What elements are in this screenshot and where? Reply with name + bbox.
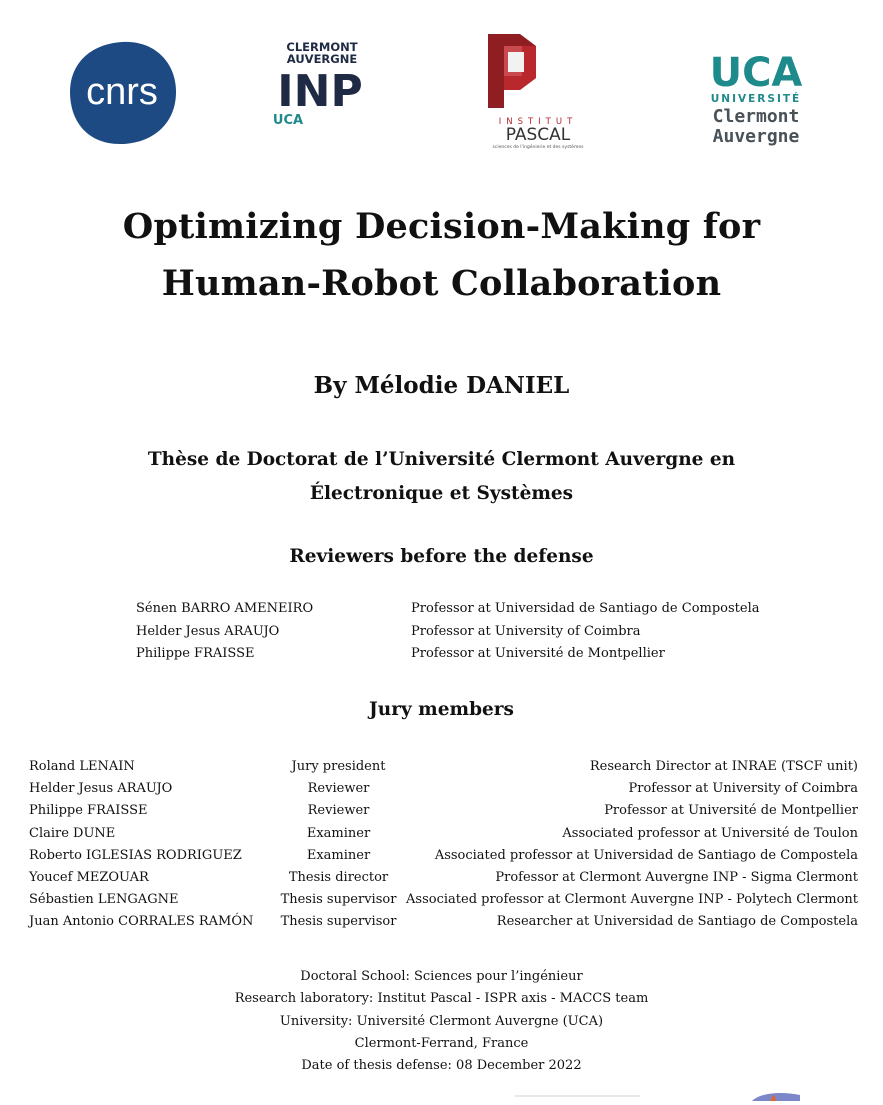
thesis-degree	[0, 443, 883, 511]
pascal-logo-line1: INSTITUT	[498, 117, 578, 127]
reviewer-affiliation: Professor at Universidad de Santiago de Compostela	[411, 601, 760, 616]
university: University: Université Clermont Auvergne (UCA)	[279, 1013, 604, 1029]
jury-row	[29, 803, 858, 825]
jury-affiliation: Professor at University of Coimbra	[628, 781, 858, 797]
jury-affiliation: Associated professor at Universidad de Santiago de Compostela	[434, 847, 858, 863]
jury-row	[29, 848, 858, 870]
reviewer-affiliation: Professor at University of Coimbra	[411, 623, 641, 639]
jury-name: Youcef MEZOUAR	[29, 869, 149, 885]
jury-row	[29, 892, 858, 914]
jury-table	[29, 759, 858, 937]
uca-logo-line1: UNIVERSITÉ	[710, 93, 802, 105]
reviewer-row	[136, 601, 776, 624]
jury-affiliation: Associated professor at Clermont Auvergne INP - Polytech Clermont	[406, 892, 858, 908]
jury-role: Jury president	[291, 759, 386, 774]
title-line-2: Human-Robot Collaboration	[161, 263, 722, 304]
uca-logo-mark: UCA	[709, 50, 803, 96]
cropped-bottom-logos	[0, 1086, 883, 1096]
logo-row	[0, 28, 883, 153]
jury-name: Roland LENAIN	[29, 759, 135, 774]
jury-name: Juan Antonio CORRALES RAMÓN	[29, 914, 254, 930]
defense-date: Date of thesis defense: 08 December 2022	[301, 1058, 582, 1074]
inp-logo	[272, 40, 372, 126]
footer-info	[0, 966, 883, 1077]
jury-name: Philippe FRAISSE	[29, 803, 148, 819]
jury-name: Roberto IGLESIAS RODRIGUEZ	[29, 847, 242, 863]
thesis-degree-line-1: Thèse de Doctorat de l’Université Clermont Auvergne en	[147, 449, 736, 470]
jury-affiliation: Associated professor at Université de Toulon	[562, 825, 858, 841]
jury-heading: Jury members	[369, 699, 514, 720]
jury-affiliation: Professor at Université de Montpellier	[604, 803, 858, 819]
research-lab: Research laboratory: Institut Pascal - ISPR axis - MACCS team	[234, 991, 649, 1007]
reviewers-heading: Reviewers before the defense	[289, 546, 594, 567]
inp-logo-line2: AUVERGNE	[286, 52, 358, 66]
pascal-logo-line2: PASCAL	[505, 125, 571, 145]
uca-logo-line2: Clermont	[712, 106, 800, 127]
author: By Mélodie DANIEL	[313, 372, 570, 399]
reviewer-row	[136, 646, 776, 669]
reviewer-name: Sénen BARRO AMENEIRO	[136, 601, 314, 616]
jury-role: Reviewer	[307, 803, 370, 819]
reviewers-table	[136, 601, 776, 669]
thesis-degree-line-2: Électronique et Systèmes	[309, 483, 574, 504]
jury-role: Thesis director	[288, 869, 389, 885]
jury-role: Examiner	[306, 847, 371, 863]
jury-affiliation: Professor at Clermont Auvergne INP - Sigma Clermont	[495, 869, 858, 885]
reviewer-name: Helder Jesus ARAUJO	[136, 623, 280, 639]
jury-row	[29, 781, 858, 803]
jury-row	[29, 870, 858, 892]
jury-role: Examiner	[306, 825, 371, 841]
jury-name: Helder Jesus ARAUJO	[29, 781, 173, 797]
jury-name: Claire DUNE	[29, 825, 116, 841]
inp-logo-line1: CLERMONT	[286, 40, 358, 54]
inp-logo-small: UCA	[272, 113, 304, 126]
uca-logo-line3: Auvergne	[712, 126, 800, 147]
jury-row	[29, 759, 858, 781]
jury-affiliation: Research Director at INRAE (TSCF unit)	[589, 759, 858, 774]
reviewer-row	[136, 624, 776, 647]
jury-role: Thesis supervisor	[280, 892, 397, 908]
jury-affiliation: Researcher at Universidad de Santiago de Compostela	[496, 914, 858, 930]
jury-row	[29, 914, 858, 936]
doctoral-school: Doctoral School: Sciences pour l’ingénieur	[300, 969, 583, 984]
uca-logo	[704, 44, 812, 150]
cnrs-logo-text: cnrs	[86, 71, 158, 113]
thesis-title	[0, 198, 883, 312]
reviewer-name: Philippe FRAISSE	[136, 646, 255, 661]
reviewer-affiliation: Professor at Université de Montpellier	[411, 646, 665, 661]
jury-row	[29, 826, 858, 848]
jury-role: Thesis supervisor	[280, 914, 397, 930]
cnrs-logo	[66, 38, 178, 146]
title-line-1: Optimizing Decision-Making for	[122, 206, 761, 247]
pascal-logo	[484, 32, 592, 150]
city: Clermont-Ferrand, France	[354, 1035, 529, 1051]
pascal-logo-line3: sciences de l'ingénierie et des systèmes	[492, 145, 584, 150]
inp-logo-big: INP	[277, 66, 363, 117]
jury-name: Sébastien LENGAGNE	[29, 892, 179, 908]
jury-role: Reviewer	[307, 781, 370, 797]
